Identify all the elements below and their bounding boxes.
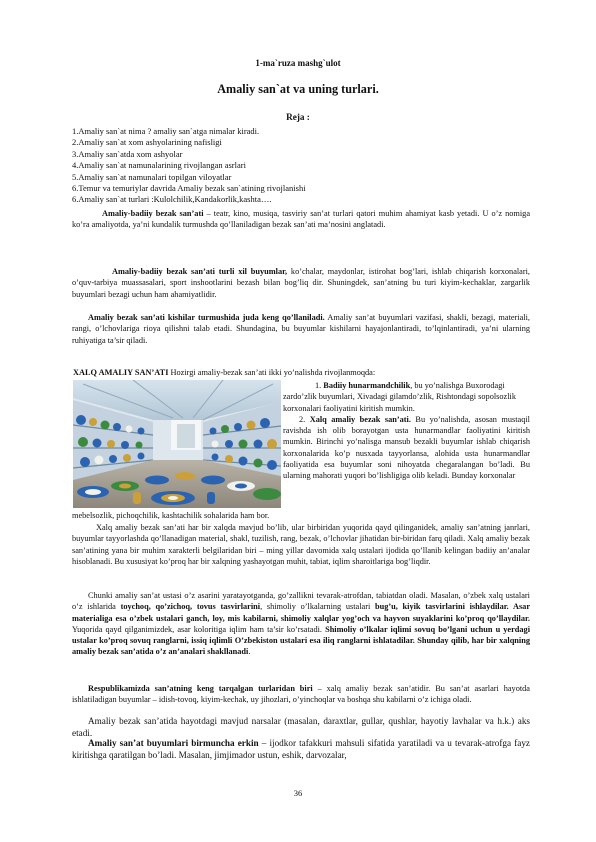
direction-two xyxy=(283,414,530,482)
direction-one xyxy=(283,380,530,414)
bold-term: Amaliy-badiiy bezak san’ati xyxy=(102,209,204,218)
plan-item: 2.Amaliy san`at xom ashyolarining nafisligi xyxy=(72,137,222,148)
paragraph-reflection: Amaliy bezak san’atida hayotdagi mavjud narsalar (masalan, daraxtlar, gullar, qushlar, hayotiy lavhalar va h.k.) aks etadi. xyxy=(72,716,530,738)
plan-item: 1.Amaliy san`at nima ? amaliy san`atga nimalar kiradi. xyxy=(72,126,260,136)
paragraph-republic xyxy=(72,683,530,706)
paragraph-text: , bu yo’nalishga Buxorodagi zardo’zlik buyumlari, Xivadagi gilamdo’zlik, Rishtondagi sopolsozlik korxonalari faoliyatini kiritish mumkin. xyxy=(283,381,516,413)
plan-item: 5.Amaliy san`at namunalari topilgan viloyatlar xyxy=(72,171,232,182)
list-number: 1. xyxy=(315,381,324,390)
plan-list xyxy=(72,126,532,206)
bold-term: Xalq amaliy bezak san’ati. xyxy=(309,414,411,424)
list-number: 2. xyxy=(299,414,310,424)
paragraph-nature-influence xyxy=(72,590,530,658)
bold-phrase: Shimoliy o’lkalar iqlimi sovuq bo’lgani uchun u yerdagi ustalar ko’proq sovuq ranglarni, issiq iqlimli O’zbekiston ustalari esa iliq ranglarni ishlatadilar. Shunday qilib, har bir xalqning amaliy bezak san’atida o’z an’analari shakllanadi xyxy=(72,624,530,657)
paragraph-text: – ijodkor tafakkuri mahsuli sifatida yaratiladi va u tevarak-atrofga fayz kiritishga qaratilgan bo’ladi. Masalan, jimjimador ustun, eshik, darvozalar, xyxy=(72,738,531,760)
plan-item: 6.Temur va temuriylar davrida Amaliy bezak san`atining rivojlanishi xyxy=(72,183,306,194)
paragraph-text: Bu yo’nalishda, asosan mustaqil ravishda ish olib borayotgan usta hunarmandlar faoliyatini kiritish mumkin. Birinchi yo’nalisga mansub bezakli buyumlar ishlab chiqarish korxonalarida ko’p nusxada tayyorlansa, alohida usta hunarmandlar faoliyatida esa buyumlar soni nihoyatda chegaralangan bo’ladi. Bu ularning mahorati yuqori bo’lishligiga olib keladi. Bunday korxonalar xyxy=(283,414,530,481)
bold-term: Amaliy bezak san’ati kishilar turmushida juda keng qo’llaniladi. xyxy=(88,313,325,322)
paragraph-text: ko’chalar, maydonlar, istirohat bog’lari, ishlab chiqarish korxonalari, o’quv-tarbiya muassasalari, sport inshootlarini bezash bilan bog’liq dir. Shuningdek, san’atning bu turi kiyim-kechaklar, zargarlik buyumlari bezagi uchun ham ahamiyatlidir. xyxy=(72,267,531,299)
paragraph-text: . xyxy=(248,647,251,657)
directions-column xyxy=(283,380,530,482)
page-number: 36 xyxy=(293,788,303,798)
bold-term: Badiiy hunarmandchilik xyxy=(323,381,411,390)
bold-term: Amaliy san’at buyumlari birmuncha erkin xyxy=(88,738,259,748)
photo-illustration xyxy=(73,380,281,508)
section-heading: XALQ AMALIY SAN’ATI xyxy=(73,368,169,377)
paragraph-definition xyxy=(72,208,530,231)
paragraph-text: , shimoliy o’lkalarning ustalari xyxy=(260,602,376,612)
bold-phrase: toychoq, qo’zichoq, tovus tasvirlarini xyxy=(120,602,261,612)
paragraph-text: – xalq amaliy bezak san’atidir. Bu san’at asarlari hayotda ishlatiladigan buyumlar – idish-tovoq, kiyim-kechak, uy jihozlari, o’yinchoqlar va boshqa shu kabilarni o’z ichiga oladi. xyxy=(72,684,530,705)
paragraph-text: Yuqorida qayd qilganimizdek, asar koloritiga iqlim ham ta’sir ko’rsatadi. xyxy=(72,624,326,634)
bold-term: Respublikamizda san’atning keng tarqalgan turlaridan biri xyxy=(88,684,313,693)
section-intro xyxy=(73,367,531,378)
paragraph-text: Amaliy san’at buyumlari vazifasi, shakli, bezagi, materiali, rangi, o’lchovlariga rioya qilishni talab etadi. Shundagina, bu buyumlar kishilarni hayajonlantiradi, to’lqinlantiradi, ya’ni ularning ruhiyatiga ta’sir qiladi. xyxy=(72,313,530,345)
plan-item: 4.Amaliy san`at namunalarining rivojlangan asrlari xyxy=(72,160,246,171)
paragraph-text: – teatr, kino, musiqa, tasviriy san’at turlari qatori muhim ahamiyat kasb yetadi. U o’z nomiga ko’ra amaliyotda, ya’ni kundalik turmushda qo’llaniladigan bezak san’ati ma’nosini anglatadi. xyxy=(72,209,531,230)
paragraph-folk-art: Xalq amaliy bezak san’ati har bir xalqda mavjud bo’lib, ular birbiridan yuqorida qayd qilinganidek, amaliy san’atning janrlari, buyumlar tayyorlashda qo’llanadigan material, shakl, tuzilish, rang, bezak, o’lchovlar jihatidan bir-biridan farq qiladi. Xalq amaliy bezak san’atining yana bir muhim xarakterli belgilaridan biri – ming yillar davomida xalq ustalari ijodida qo’llanib kelingan badiiy an’analar hisoblanadi. Bu xususiyat ko’proq har bir xalqning yashayotgan muhit, tabiat, iqlim sharoitlariga bog’liqdir. xyxy=(72,523,530,566)
paragraph-usage xyxy=(72,312,530,346)
ceramics-shop-photo xyxy=(73,380,281,508)
document-title: Amaliy san`at va uning turlari. xyxy=(217,82,379,96)
plan-heading: Reja : xyxy=(286,112,310,122)
bold-term: Amaliy-badiiy bezak san’ati turli xil buyumlar, xyxy=(112,267,288,276)
plan-item: 3.Amaliy san`atda xom ashyolar xyxy=(72,148,183,159)
paragraph-application xyxy=(72,266,530,300)
paragraph-text: Hozirgi amaliy-bezak san’ati ikki yo’nalishda rivojlanmoqda: xyxy=(168,368,376,377)
plan-item: 6.Amaliy san`at turlari :Kulolchilik,Kandakorlik,kashta…. xyxy=(72,194,272,205)
lecture-heading: 1-ma`ruza mashg`ulot xyxy=(255,58,341,68)
paragraph-text: Chunki amaliy san’at ustasi o’z asarini yaratayotganda, go’zallikni tevarak-atrofdan, tabiatdan oladi. Masalan, o’zbek xalq ustalari o’z ishlarida xyxy=(72,591,530,612)
direction-two-continued: mebelsozlik, pichoqchilik, kashtachilik sohalarida ham bor. xyxy=(72,511,270,520)
paragraph-freedom xyxy=(72,738,530,762)
bold-phrase: bug’u, kiyik tasvirlarini ishlaydilar. Asar materialiga esa o’zbek ustalari ganch, loy, mis kabilarni, shimoliy xalqlar yog’och va hayvon suyaklarini ko’proq qo’llaydilar. xyxy=(72,602,531,623)
